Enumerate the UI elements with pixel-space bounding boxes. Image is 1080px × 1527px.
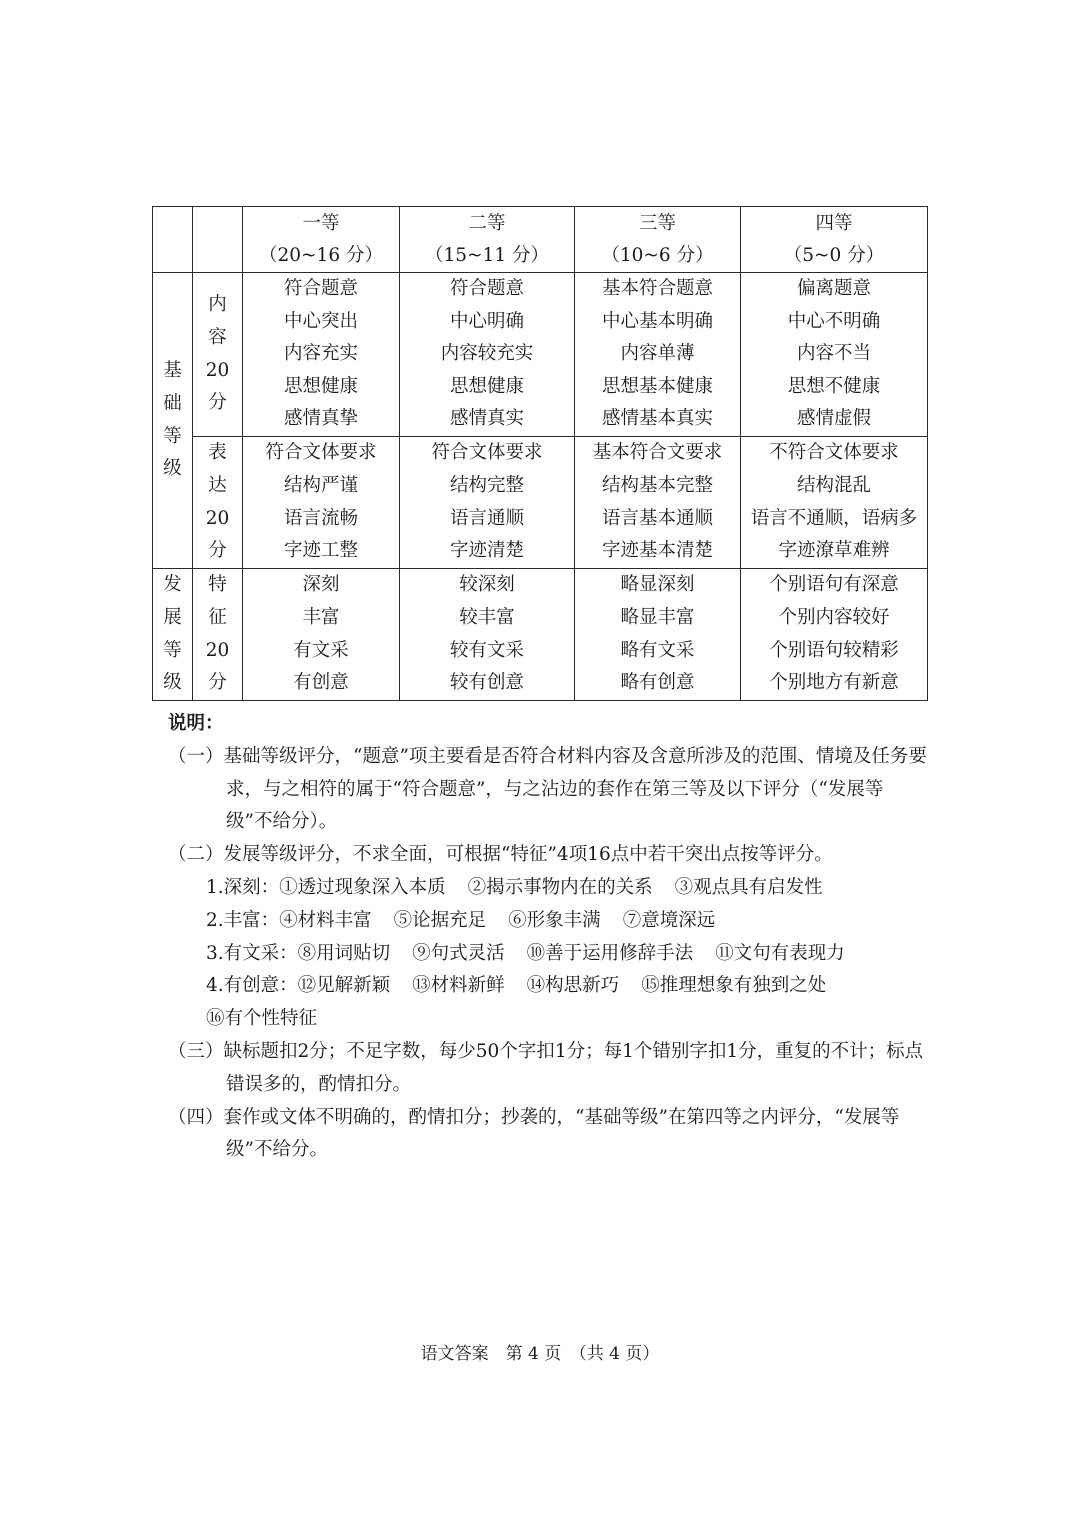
criteria-cell: 偏离题意 中心不明确 内容不当 思想不健康 感情虚假: [741, 273, 928, 437]
expression-label: 表 达 20 分: [193, 437, 243, 569]
feature-label: 特 征 20 分: [193, 569, 243, 701]
grade-header: 三等 （10~6 分）: [575, 207, 741, 273]
note-paragraph-1: （一）基础等级评分，“题意”项主要看是否符合材料内容及含意所涉及的范围、情境及任务要求，与之相符的属于“符合题意”，与之沾边的套作在第三等及以下评分（“发展等级”不给分）。: [168, 745, 927, 833]
page-footer: 语文答案 第 4 页 （共 4 页）: [420, 1344, 660, 1364]
grade-header: 四等 （5~0 分）: [741, 207, 928, 273]
criteria-cell: 深刻 丰富 有文采 有创意: [243, 569, 400, 701]
content-row: [153, 273, 928, 437]
note-paragraph-4: （四）套作或文体不明确的，酌情扣分；抄袭的，“基础等级”在第四等之内评分，“发展等级”不给分。: [168, 1106, 900, 1161]
criteria-cell: 不符合文体要求 结构混乱 语言不通顺，语病多 字迹潦草难辨: [741, 437, 928, 569]
criteria-cell: 符合题意 中心突出 内容充实 思想健康 感情真挚: [243, 273, 400, 437]
notes-title: 说明：: [168, 713, 224, 734]
criteria-cell: 符合文体要求 结构完整 语言通顺 字迹清楚: [400, 437, 575, 569]
note-item-personality: ⑯有个性特征: [206, 1008, 318, 1030]
corner-cell: [193, 207, 243, 273]
criteria-cell: 基本符合文要求 结构基本完整 语言基本通顺 字迹基本清楚: [575, 437, 741, 569]
grade-header-row: [153, 207, 928, 273]
note-item-richness: 2.丰富：④材料丰富 ⑤论据充足 ⑥形象丰满 ⑦意境深远: [206, 909, 716, 931]
grade-header: 二等 （15~11 分）: [400, 207, 575, 273]
content-label: 内 容 20 分: [193, 273, 243, 437]
development-level-label: 发 展 等 级: [153, 569, 193, 701]
scoring-rubric-table: [152, 206, 928, 701]
note-paragraph-2: （二）发展等级评分，不求全面，可根据“特征”4项16点中若干突出点按等评分。: [168, 844, 833, 866]
note-item-literary: 3.有文采：⑧用词贴切 ⑨句式灵活 ⑩善于运用修辞手法 ⑪文句有表现力: [206, 942, 845, 964]
grade-header: 一等 （20~16 分）: [243, 207, 400, 273]
notes-section: [168, 708, 928, 1167]
note-item-depth: 1.深刻：①透过现象深入本质 ②揭示事物内在的关系 ③观点具有启发性: [206, 876, 823, 898]
note-item-creativity: 4.有创意：⑫见解新颖 ⑬材料新鲜 ⑭构思新巧 ⑮推理想象有独到之处: [206, 975, 827, 997]
criteria-cell: 符合文体要求 结构严谨 语言流畅 字迹工整: [243, 437, 400, 569]
corner-cell: [153, 207, 193, 273]
criteria-cell: 较深刻 较丰富 较有文采 较有创意: [400, 569, 575, 701]
criteria-cell: 符合题意 中心明确 内容较充实 思想健康 感情真实: [400, 273, 575, 437]
expression-row: [153, 437, 928, 569]
basic-level-label: 基 础 等 级: [153, 273, 193, 569]
note-paragraph-3: （三）缺标题扣2分；不足字数，每少50个字扣1分；每1个错别字扣1分，重复的不计；标点错误多的，酌情扣分。: [168, 1040, 924, 1095]
criteria-cell: 个别语句有深意 个别内容较好 个别语句较精彩 个别地方有新意: [741, 569, 928, 701]
feature-row: [153, 569, 928, 701]
criteria-cell: 略显深刻 略显丰富 略有文采 略有创意: [575, 569, 741, 701]
criteria-cell: 基本符合题意 中心基本明确 内容单薄 思想基本健康 感情基本真实: [575, 273, 741, 437]
